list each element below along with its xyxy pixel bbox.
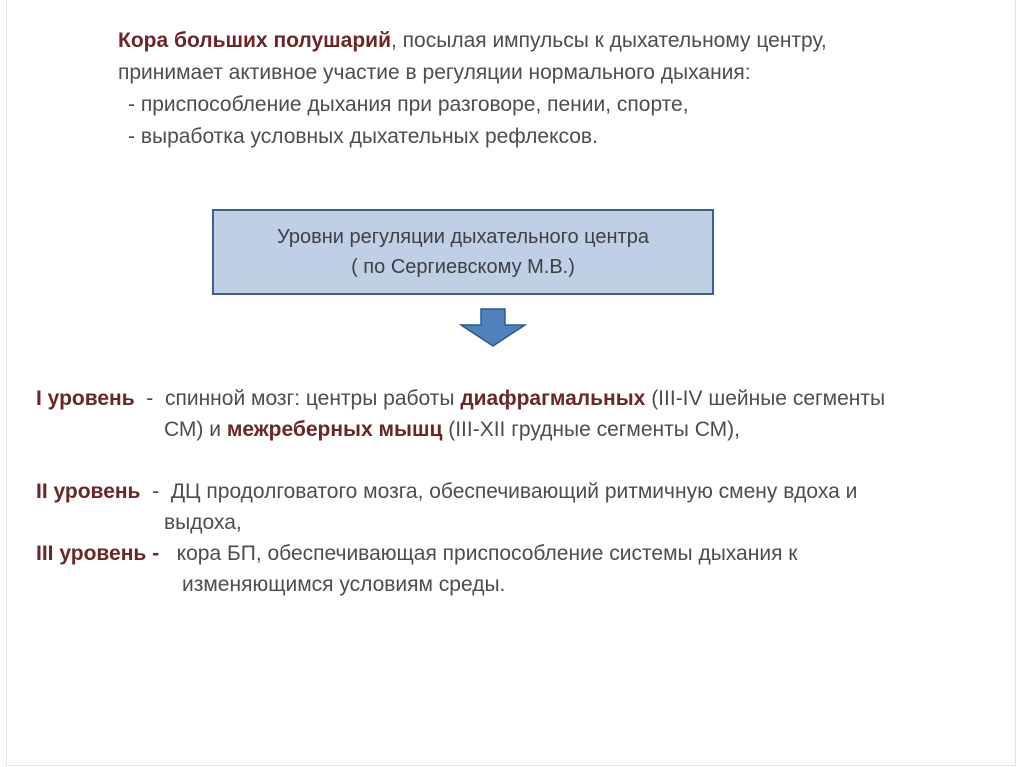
level-1-label: I уровень [36, 387, 135, 410]
intro-line-1 [118, 25, 918, 57]
level-3-line-2: изменяющимся условиям среды. [182, 573, 506, 596]
level-1-bold-intercostal: межреберных мышц [226, 418, 443, 441]
levels-list [36, 383, 1006, 600]
box-title-line-2: ( по Сергиевскому М.В.) [351, 256, 575, 278]
intro-bullet-1: - приспособление дыхания при разговоре, пении, спорте, [128, 93, 689, 116]
level-2-line-2: выдоха, [164, 511, 242, 534]
level-1-bold-diaphragm: диафрагмальных [460, 387, 646, 410]
level-1-line-1: I уровень - спинной мозг: центры работы диафрагмальных (III-IV шейные сегменты [36, 387, 886, 410]
level-2-line-1: II уровень - ДЦ продолговатого мозга, обеспечивающий ритмичную смену вдоха и [36, 480, 858, 503]
spacer [36, 445, 1006, 476]
regulation-levels-box [212, 209, 714, 295]
arrow-down-icon [459, 308, 527, 348]
level-1-line-2: СМ) и межреберных мышц (III-XII грудные сегменты СМ), [164, 418, 740, 441]
level-3-line-1: III уровень - кора БП, обеспечивающая приспособление системы дыхания к [36, 542, 798, 565]
intro-bullet-2: - выработка условных дыхательных рефлексов. [128, 125, 598, 148]
level-3-label: III уровень - [36, 542, 160, 565]
intro-line-2: принимает активное участие в регуляции нормального дыхания: [118, 61, 751, 84]
box-title-line-1: Уровни регуляции дыхательного центра [277, 226, 649, 248]
intro-text [118, 25, 918, 153]
intro-heading-rest: , посылая импульсы к дыхательному центру, [391, 29, 827, 52]
level-2-label: II уровень [36, 480, 141, 503]
intro-heading-bold: Кора больших полушарий [118, 29, 391, 52]
